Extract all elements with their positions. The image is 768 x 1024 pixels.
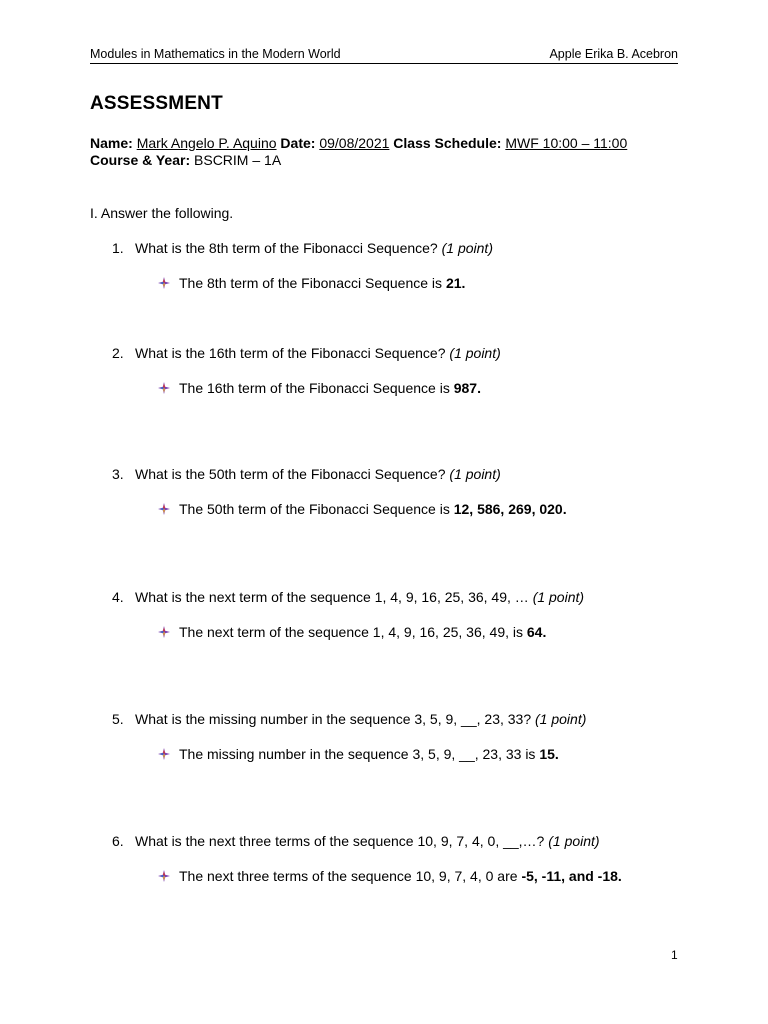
answer-1 <box>158 275 465 291</box>
page-header <box>90 46 678 64</box>
question-points: (1 point) <box>548 833 600 849</box>
name-value: Mark Angelo P. Aquino <box>136 135 277 151</box>
schedule-label: Class Schedule: <box>393 135 502 151</box>
date-label: Date: <box>280 135 316 151</box>
question-text: What is the 8th term of the Fibonacci Sequence? <box>135 240 438 256</box>
question-points: (1 point) <box>449 466 501 482</box>
question-2 <box>112 345 501 361</box>
question-number: 3. <box>112 466 124 482</box>
student-info-line-1 <box>90 135 627 152</box>
star-bullet-icon <box>158 276 170 288</box>
question-text: What is the 16th term of the Fibonacci Sequence? <box>135 345 446 361</box>
answer-value: 15. <box>539 746 559 762</box>
question-text: What is the next three terms of the sequence 10, 9, 7, 4, 0, __,…? <box>135 833 545 849</box>
question-6 <box>112 833 600 849</box>
answer-text: The 8th term of the Fibonacci Sequence is <box>179 275 443 291</box>
question-points: (1 point) <box>535 711 587 727</box>
question-number: 6. <box>112 833 124 849</box>
question-number: 4. <box>112 589 124 605</box>
question-points: (1 point) <box>449 345 501 361</box>
answer-text: The missing number in the sequence 3, 5, 9, __, 23, 33 is <box>179 746 536 762</box>
star-bullet-icon <box>158 381 170 393</box>
student-info-line-2 <box>90 152 281 169</box>
star-bullet-icon <box>158 625 170 637</box>
question-5 <box>112 711 586 727</box>
date-value: 09/08/2021 <box>319 135 390 151</box>
name-label: Name: <box>90 135 133 151</box>
answer-value: 64. <box>526 624 547 640</box>
instruction: I. Answer the following. <box>90 205 234 221</box>
answer-2 <box>158 380 481 396</box>
answer-value: 987. <box>453 380 481 396</box>
answer-value: 12, 586, 269, 020. <box>453 501 567 517</box>
page-number: 1 <box>671 948 678 962</box>
answer-5 <box>158 746 559 762</box>
schedule-value: MWF 10:00 – 11:00 <box>505 135 628 151</box>
question-4 <box>112 589 584 605</box>
question-text: What is the 50th term of the Fibonacci Sequence? <box>135 466 446 482</box>
page-title: ASSESSMENT <box>90 93 223 114</box>
header-author: Apple Erika B. Acebron <box>549 47 678 61</box>
question-number: 1. <box>112 240 124 256</box>
answer-text: The 16th term of the Fibonacci Sequence is <box>179 380 450 396</box>
star-bullet-icon <box>158 502 170 514</box>
header-module-title: Modules in Mathematics in the Modern World <box>90 47 341 61</box>
answer-4 <box>158 624 546 640</box>
question-points: (1 point) <box>441 240 493 256</box>
answer-value: 21. <box>445 275 466 291</box>
question-number: 2. <box>112 345 124 361</box>
course-value: BSCRIM – 1A <box>194 152 282 168</box>
course-label: Course & Year: <box>90 152 191 168</box>
question-3 <box>112 466 501 482</box>
answer-text: The next term of the sequence 1, 4, 9, 16, 25, 36, 49, is <box>179 624 523 640</box>
answer-text: The 50th term of the Fibonacci Sequence is <box>179 501 450 517</box>
question-text: What is the next term of the sequence 1, 4, 9, 16, 25, 36, 49, … <box>135 589 529 605</box>
answer-text: The next three terms of the sequence 10, 9, 7, 4, 0 are <box>179 868 518 884</box>
star-bullet-icon <box>158 869 170 881</box>
answer-value: -5, -11, and -18. <box>521 868 622 884</box>
question-number: 5. <box>112 711 124 727</box>
answer-6 <box>158 868 622 884</box>
answer-3 <box>158 501 567 517</box>
question-text: What is the missing number in the sequence 3, 5, 9, __, 23, 33? <box>135 711 532 727</box>
star-bullet-icon <box>158 747 170 759</box>
question-1 <box>112 240 493 256</box>
question-points: (1 point) <box>532 589 585 605</box>
